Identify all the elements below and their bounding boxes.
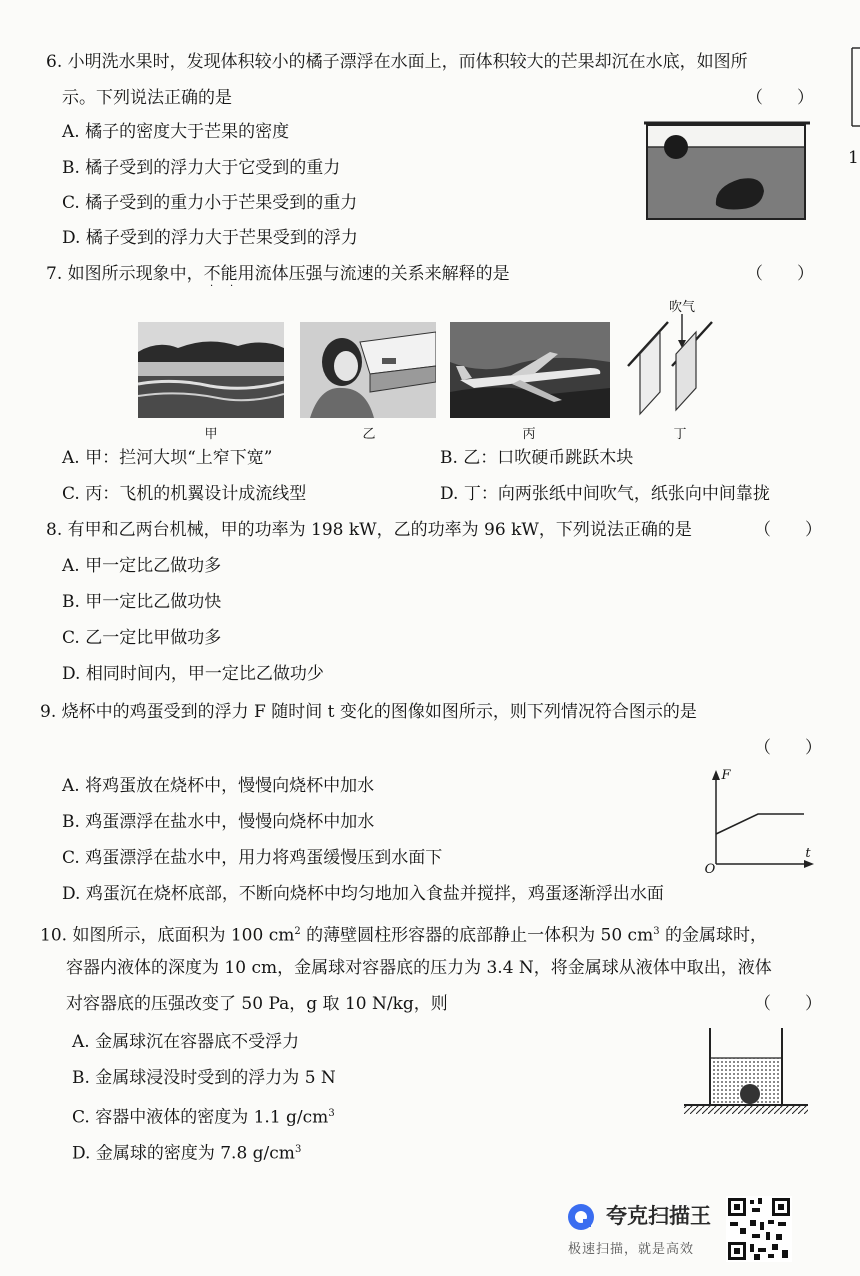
q6-fruit-basin-figure (644, 117, 810, 221)
q6-answer-paren: （ ） (746, 88, 814, 108)
emphasis-dot: · (210, 281, 214, 292)
q7-fig-label-jia: 甲 (204, 427, 218, 442)
watermark-brand: 夸克扫描王 (606, 1204, 711, 1228)
q7-fig-label-yi: 乙 (362, 427, 376, 442)
q9-graph-origin: O (704, 862, 716, 877)
superscript-3: 3 (328, 1108, 335, 1119)
q10-stem-line2: 容器内液体的深度为 10 cm，金属球对容器底的压力为 3.4 N，将金属球从液体中取出，液体 (66, 958, 772, 978)
q10-stem-line3: 对容器底的压强改变了 50 Pa，g 取 10 N/kg，则 (66, 994, 448, 1014)
q6-option-d: D. 橘子受到的浮力大于芒果受到的浮力 (62, 228, 358, 248)
q8-option-c: C. 乙一定比甲做功多 (62, 628, 222, 648)
q10-stem-line1 (40, 920, 767, 948)
q7-photo-dam (138, 322, 284, 418)
q10-option-d-text: D. 金属球的密度为 7.8 g/cm (72, 1143, 295, 1164)
q8-option-b: B. 甲一定比乙做功快 (62, 592, 222, 612)
qr-code-icon (726, 1196, 792, 1262)
q7-fig-label-ding: 丁 (673, 427, 687, 442)
q10-container-figure (684, 1024, 808, 1116)
q7-photo-coin-blowing (300, 322, 436, 418)
superscript-2: 2 (294, 926, 301, 937)
q7-stem: 7. 如图所示现象中，不能用流体压强与流速的关系来解释的是 (46, 264, 510, 284)
q7-option-b: B. 乙：口吹硬币跳跃木块 (440, 448, 634, 468)
q8-option-a: A. 甲一定比乙做功多 (62, 556, 222, 576)
adjacent-page-digit: 1 (848, 148, 859, 168)
q9-graph-x-label: t (805, 846, 811, 861)
q7-option-c: C. 丙：飞机的机翼设计成流线型 (62, 484, 307, 504)
q7-photo-airplane (450, 322, 610, 418)
q6-option-c: C. 橘子受到的重力小于芒果受到的重力 (62, 193, 358, 213)
q7-answer-paren: （ ） (746, 264, 814, 284)
q10-option-d (72, 1138, 301, 1166)
q10-stem-part-a: 10. 如图所示，底面积为 100 cm (40, 925, 295, 946)
q10-stem-part-c: 的金属球时， (659, 925, 767, 946)
emphasis-dot: · (230, 281, 234, 292)
q6-stem-line2: 示。下列说法正确的是 (62, 88, 232, 108)
q8-answer-paren: （ ） (754, 520, 822, 540)
adjacent-page-edge (846, 46, 860, 130)
scanner-watermark (566, 1196, 860, 1266)
q6-stem-line1: 6. 小明洗水果时，发现体积较小的橘子漂浮在水面上，而体积较大的芒果却沉在水底，如图所 (46, 52, 748, 72)
q8-option-d: D. 相同时间内，甲一定比乙做功少 (62, 664, 324, 684)
q9-option-a: A. 将鸡蛋放在烧杯中，慢慢向烧杯中加水 (62, 776, 375, 796)
q7-fig-label-bing: 丙 (522, 427, 536, 442)
q9-graph-y-label: F (721, 768, 731, 783)
q10-option-c-text: C. 容器中液体的密度为 1.1 g/cm (72, 1107, 329, 1128)
q8-stem: 8. 有甲和乙两台机械，甲的功率为 198 kW，乙的功率为 96 kW，下列说法正确的是 (46, 520, 692, 540)
q10-option-a: A. 金属球沉在容器底不受浮力 (72, 1032, 300, 1052)
superscript-3: 3 (294, 1144, 302, 1155)
q6-option-b: B. 橘子受到的浮力大于它受到的重力 (62, 158, 341, 178)
q10-stem-part-b: 的薄壁圆柱形容器的底部静止一体积为 50 cm (300, 925, 654, 946)
q6-option-a: A. 橘子的密度大于芒果的密度 (62, 122, 290, 142)
q7-option-a: A. 甲：拦河大坝“上窄下宽” (62, 448, 273, 468)
q9-option-b: B. 鸡蛋漂浮在盐水中，慢慢向烧杯中加水 (62, 812, 375, 832)
q9-option-d: D. 鸡蛋沉在烧杯底部，不断向烧杯中均匀地加入食盐并搅拌，鸡蛋逐渐浮出水面 (62, 884, 664, 904)
q9-answer-paren: （ ） (754, 738, 822, 758)
watermark-slogan: 极速扫描，就是高效 (568, 1242, 695, 1257)
quark-logo-icon (566, 1202, 596, 1232)
q7-option-d: D. 丁：向两张纸中间吹气，纸张向中间靠拢 (440, 484, 770, 504)
q9-option-c: C. 鸡蛋漂浮在盐水中，用力将鸡蛋缓慢压到水面下 (62, 848, 443, 868)
q9-stem: 9. 烧杯中的鸡蛋受到的浮力 F 随时间 t 变化的图像如图所示，则下列情况符合图示的是 (40, 702, 697, 722)
q10-option-b: B. 金属球浸没时受到的浮力为 5 N (72, 1068, 336, 1088)
q10-option-c (72, 1102, 335, 1130)
q10-answer-paren: （ ） (754, 994, 822, 1014)
q7-blow-label: 吹气 (668, 300, 695, 315)
superscript-3: 3 (653, 926, 660, 937)
